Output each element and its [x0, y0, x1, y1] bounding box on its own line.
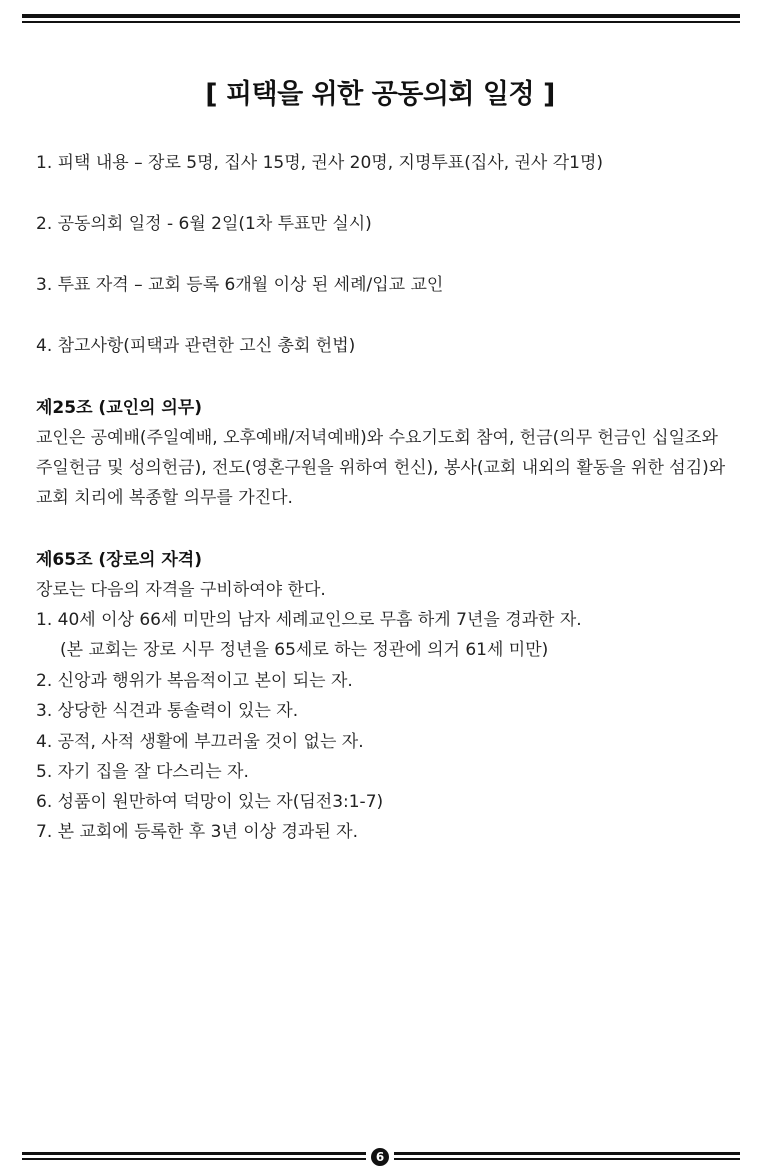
article-25-line: 교회 치리에 복종할 의무를 가진다. — [36, 488, 293, 508]
footer-rule-right — [394, 1152, 740, 1160]
top-double-rule — [22, 14, 740, 23]
qualification-note: (본 교회는 장로 시무 정년을 65세로 하는 정관에 의거 61세 미만) — [60, 640, 549, 660]
article-25-heading: 제25조 (교인의 의무) — [36, 398, 202, 418]
footer-rule-left — [22, 1152, 366, 1160]
article-65-intro: 장로는 다음의 자격을 구비하여야 한다. — [36, 580, 326, 600]
schedule-item-3: 3. 투표 자격 – 교회 등록 6개월 이상 된 세례/입교 교인 — [36, 275, 444, 295]
qualification-item-7: 7. 본 교회에 등록한 후 3년 이상 경과된 자. — [36, 822, 358, 842]
article-25-line: 주일헌금 및 성의헌금), 전도(영혼구원을 위하여 헌신), 봉사(교회 내외의 활동을 위한 섬김)와 — [36, 458, 726, 478]
schedule-item-1: 1. 피택 내용 – 장로 5명, 집사 15명, 권사 20명, 지명투표(집사, 권사 각1명) — [36, 153, 604, 173]
qualification-item-5: 5. 자기 집을 잘 다스리는 자. — [36, 762, 249, 782]
qualification-item-4: 4. 공적, 사적 생활에 부끄러울 것이 없는 자. — [36, 732, 364, 752]
article-65-heading: 제65조 (장로의 자격) — [36, 550, 202, 570]
qualification-item-3: 3. 상당한 식견과 통솔력이 있는 자. — [36, 701, 299, 721]
qualification-item-2: 2. 신앙과 행위가 복음적이고 본이 되는 자. — [36, 671, 353, 691]
schedule-item-2: 2. 공동의회 일정 - 6월 2일(1차 투표만 실시) — [36, 214, 372, 234]
page-title: [ 피택을 위한 공동의회 일정 ] — [205, 79, 555, 110]
page-number-badge: 6 — [371, 1148, 389, 1166]
schedule-item-4: 4. 참고사항(피택과 관련한 고신 총회 헌법) — [36, 336, 356, 356]
qualification-item-1: 1. 40세 이상 66세 미만의 남자 세례교인으로 무흠 하게 7년을 경과한 자. — [36, 610, 582, 630]
qualification-item-6: 6. 성품이 원만하여 덕망이 있는 자(딤전3:1-7) — [36, 792, 384, 812]
article-25-line: 교인은 공예배(주일예배, 오후예배/저녁예배)와 수요기도회 참여, 헌금(의무 헌금인 십일조와 — [36, 428, 718, 448]
